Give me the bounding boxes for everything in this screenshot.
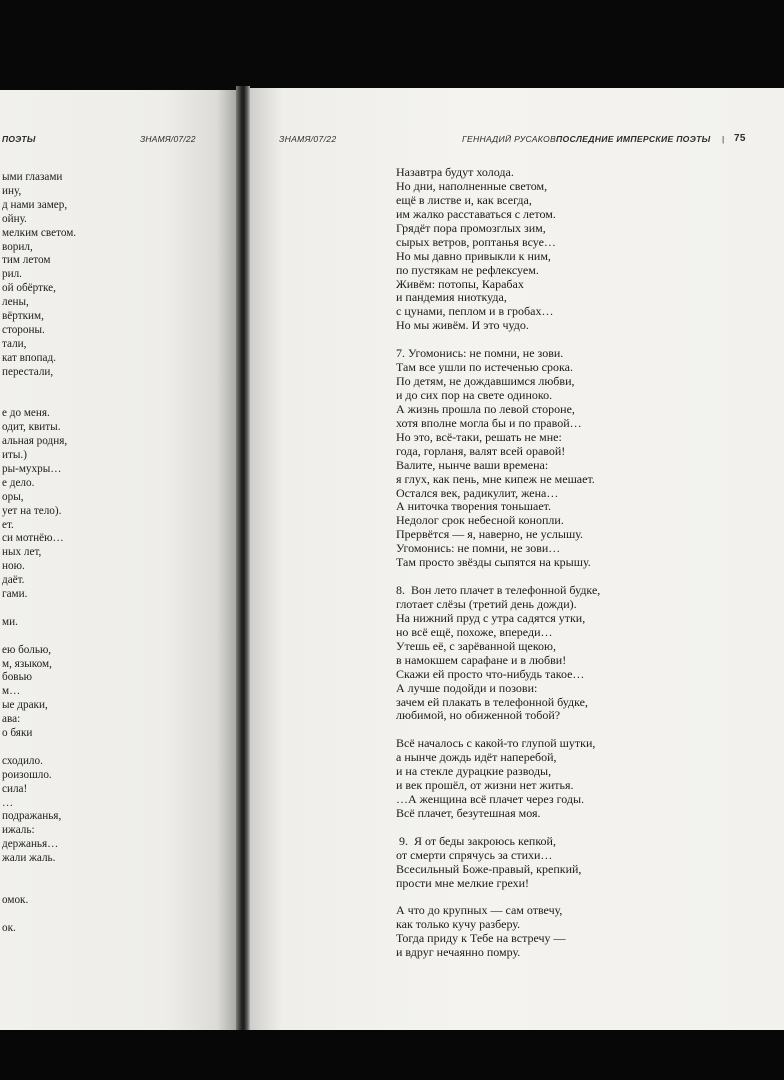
- left-page-line-text: оры,: [2, 490, 24, 503]
- poem-line: Недолог срок небесной конопли.: [396, 513, 564, 528]
- left-page-line: [2, 601, 236, 615]
- left-page-line-text: …: [2, 796, 14, 809]
- poem-line: Всё плачет, безутешная моя.: [396, 805, 541, 820]
- left-page-line-text: ой обёртке,: [2, 282, 56, 295]
- left-page-line: [2, 281, 236, 295]
- left-page-line-text: ава:: [2, 713, 21, 726]
- scan-background-top: [0, 0, 784, 92]
- poem-line: прости мне мелкие грехи!: [396, 875, 530, 890]
- left-page-line-text: перестали,: [2, 365, 54, 378]
- left-page: [0, 90, 236, 1032]
- poem-line: зачем ей плакать в телефонной будке,: [396, 694, 588, 709]
- journal-label: ЗНАМЯ/07/22: [279, 134, 337, 144]
- poem-line: Назавтра будут холода.: [396, 165, 514, 179]
- left-page-line-text: лены,: [2, 296, 29, 309]
- poem-line: в намокшем сарафане и в любви!: [396, 652, 567, 667]
- left-page-line: [2, 629, 236, 643]
- left-page-line-text: ыми глазами: [2, 171, 63, 183]
- poem-line: Но это, всё-таки, решать не мне:: [396, 429, 562, 444]
- left-page-line-text: д нами замер,: [2, 198, 68, 211]
- left-page-line: [2, 615, 236, 629]
- left-page-line: [2, 170, 236, 184]
- poem-line: Грядёт пора промозглых зим,: [396, 220, 546, 235]
- poem-line: 7. Угомонись: не помни, не зови.: [396, 346, 564, 361]
- left-page-line: [2, 504, 236, 518]
- left-page-line: [2, 226, 236, 240]
- left-page-line-text: стороны.: [2, 323, 45, 336]
- left-page-line-text: тали,: [2, 337, 27, 350]
- poem-line: Скажи ей просто что-нибудь такое…: [396, 666, 585, 681]
- left-page-line-text: сходило.: [2, 754, 43, 767]
- poem-line: хотя вполне могла бы и по правой…: [396, 415, 582, 430]
- left-page-line-text: альная родня,: [2, 435, 68, 448]
- left-page-line: [2, 337, 236, 351]
- poem-line: и пандемия ниоткуда,: [396, 290, 507, 305]
- left-page-line: [2, 351, 236, 365]
- poem-line: Утешь её, с зарёванной щекою,: [396, 638, 557, 653]
- left-page-line: [2, 851, 236, 865]
- right-page: [250, 88, 784, 1032]
- poem-line: а нынче дождь идёт наперебой,: [396, 750, 557, 765]
- left-page-line-text: омок.: [2, 893, 29, 906]
- poem-stanza: [396, 584, 776, 723]
- poem-stanza: [396, 904, 776, 960]
- poem-line: На нижний пруд с утра садятся утки,: [396, 610, 586, 625]
- left-page-line: [2, 448, 236, 462]
- left-page-line-text: ет.: [2, 518, 14, 531]
- left-page-line-text: ры-мухры…: [2, 462, 62, 475]
- poem-line: с цунами, пеплом и в гробах…: [396, 304, 554, 319]
- left-page-line-text: си мотнёю…: [2, 532, 64, 545]
- left-page-line: [2, 643, 236, 657]
- left-page-line-text: кат впопад.: [2, 351, 56, 364]
- poem-line: Живём: потопы, Карабах: [396, 276, 524, 291]
- poem-line: ещё в листве и, как всегда,: [396, 192, 532, 207]
- left-page-line-text: ует на тело).: [2, 504, 62, 517]
- left-page-line: [2, 823, 236, 837]
- left-page-line-text: ею болью,: [2, 643, 52, 656]
- left-page-line: [2, 740, 236, 754]
- left-page-line-text: ые драки,: [2, 699, 48, 712]
- left-page-line: [2, 476, 236, 490]
- author-name: ГЕННАДИЙ РУСАКОВ: [462, 134, 557, 144]
- left-page-line: [2, 267, 236, 281]
- poem-line: и на стекле дурацкие разводы,: [396, 764, 552, 779]
- left-page-line-text: о бяки: [2, 727, 33, 739]
- left-page-line-text: ойну.: [2, 212, 27, 225]
- left-page-line-text: одит, квиты.: [2, 421, 61, 434]
- poem-line: 8. Вон лето плачет в телефонной будке,: [396, 583, 601, 598]
- poem-line: 9. Я от беды закроюсь кепкой,: [396, 833, 556, 848]
- left-page-line: [2, 420, 236, 434]
- poem-line: А ниточка творения тоньшает.: [396, 499, 552, 514]
- page-number: 75: [734, 133, 746, 144]
- left-page-line: [2, 893, 236, 907]
- poem-line: А что до крупных — сам отвечу,: [396, 903, 563, 918]
- poem-line: им жалко расставаться с летом.: [396, 206, 556, 221]
- left-page-line-text: вёртким,: [2, 310, 44, 322]
- poem-line: Но мы живём. И это чудо.: [396, 318, 529, 333]
- poem-line: По детям, не дождавшимся любви,: [396, 374, 575, 389]
- left-page-line-text: держанья…: [2, 838, 59, 851]
- left-page-line: [2, 559, 236, 573]
- poem-line: Всё началось с какой-то глупой шутки,: [396, 736, 596, 751]
- poem-line: сырых ветров, роптанья всуе…: [396, 234, 556, 249]
- left-page-line: [2, 379, 236, 393]
- left-page-line-text: м…: [2, 685, 21, 698]
- left-page-line: [2, 309, 236, 323]
- left-page-line: [2, 212, 236, 226]
- left-page-line: [2, 184, 236, 198]
- left-page-line-text: мелким светом.: [2, 226, 77, 239]
- left-page-line-text: даёт.: [2, 574, 25, 587]
- left-page-line-text: е дело.: [2, 476, 35, 489]
- poem-line: года, горланя, валят всей оравой!: [396, 443, 566, 458]
- left-page-line: [2, 240, 236, 254]
- left-page-line-text: ных лет,: [2, 546, 42, 559]
- left-page-line: [2, 809, 236, 823]
- left-page-line: [2, 323, 236, 337]
- poem-line: Там все ушли по истеченью срока.: [396, 360, 573, 375]
- left-page-line: [2, 545, 236, 559]
- poem-line: но всё ещё, похоже, впереди…: [396, 624, 553, 639]
- section-title: ПОСЛЕДНИЕ ИМПЕРСКИЕ ПОЭТЫ: [556, 134, 711, 144]
- left-page-line: [2, 768, 236, 782]
- left-page-line-text: ворил,: [2, 240, 33, 253]
- poem-line: я глух, как пень, мне кипеж не мешает.: [396, 471, 595, 486]
- poem-line: А жизнь прошла по левой стороне,: [396, 401, 575, 416]
- poem-stanza: [396, 737, 776, 821]
- left-page-line: [2, 782, 236, 796]
- left-page-line-text: бовью: [2, 671, 33, 684]
- poem-line: от смерти спрячусь за стихи…: [396, 847, 553, 862]
- left-page-line: [2, 531, 236, 545]
- left-page-line-text: е до меня.: [2, 407, 50, 420]
- poem-line: Там просто звёзды сыпятся на крышу.: [396, 555, 591, 570]
- left-page-line: [2, 392, 236, 406]
- left-page-line: [2, 657, 236, 671]
- left-page-line-text: иты.): [2, 449, 27, 461]
- left-running-title: ПОЭТЫ: [2, 134, 36, 144]
- left-page-line: [2, 198, 236, 212]
- poem-line: Тогда приду к Тебе на встречу —: [396, 931, 566, 946]
- left-page-line-text: роизошло.: [2, 768, 52, 781]
- poem-line: Валите, нынче ваши времена:: [396, 457, 549, 472]
- poem-line: и век прошёл, от жизни нет житья.: [396, 778, 574, 793]
- left-page-line: [2, 907, 236, 921]
- left-page-line: [2, 434, 236, 448]
- left-page-line: [2, 670, 236, 684]
- left-page-line: [2, 879, 236, 893]
- left-page-line-text: тим летом: [2, 254, 51, 267]
- book-spine-gutter: [236, 86, 250, 1032]
- header-separator: |: [722, 134, 725, 144]
- poem-stanza: [396, 347, 776, 570]
- left-page-line: [2, 712, 236, 726]
- left-page-line: [2, 406, 236, 420]
- left-page-line-text: ок.: [2, 921, 16, 934]
- poem-line: и вдруг нечаянно помру.: [396, 945, 521, 960]
- poem-line: Остался век, радикулит, жена…: [396, 485, 559, 500]
- left-page-line: [2, 726, 236, 740]
- left-page-line: [2, 865, 236, 879]
- left-journal-label: ЗНАМЯ/07/22: [140, 134, 196, 144]
- scan-background-bottom: [0, 1030, 784, 1080]
- left-page-line: [2, 365, 236, 379]
- poem-line: как только кучу разберу.: [396, 917, 521, 932]
- poem-line: Угомонись: не помни, не зови…: [396, 541, 561, 556]
- left-page-line-text: рил.: [2, 268, 22, 281]
- poem-line: А лучше подойди и позови:: [396, 680, 538, 695]
- left-page-line-text: ижаль:: [2, 824, 35, 837]
- poem-line: и до сих пор на свете одиноко.: [396, 387, 553, 402]
- poem-stanza: [396, 166, 776, 333]
- poem-stanza: [396, 835, 776, 891]
- left-page-line: [2, 796, 236, 810]
- left-page-line-text: м, языком,: [2, 657, 52, 670]
- poem-line: …А женщина всё плачет через годы.: [396, 792, 585, 807]
- poem-line: по пустякам не рефлексуем.: [396, 262, 539, 277]
- left-page-line: [2, 518, 236, 532]
- poem-line: любимой, но обиженной тобой?: [396, 708, 561, 723]
- poem-line: Но дни, наполненные светом,: [396, 178, 548, 193]
- left-page-line: [2, 837, 236, 851]
- left-page-line-text: ми.: [2, 615, 18, 628]
- left-page-line: [2, 684, 236, 698]
- left-page-line: [2, 573, 236, 587]
- poem-line: Всесильный Боже-правый, крепкий,: [396, 861, 582, 876]
- left-page-line: [2, 587, 236, 601]
- left-page-line: [2, 490, 236, 504]
- left-page-line: [2, 295, 236, 309]
- poem-line: Но мы давно привыкли к ним,: [396, 248, 551, 263]
- left-page-line: [2, 754, 236, 768]
- left-page-line: [2, 253, 236, 267]
- left-page-line-text: подражанья,: [2, 810, 62, 823]
- left-page-line-text: сила!: [2, 782, 28, 795]
- left-page-line-text: жали жаль.: [2, 852, 56, 865]
- left-page-line-text: ину,: [2, 184, 22, 197]
- left-page-line-text: ною.: [2, 560, 25, 573]
- left-page-line: [2, 698, 236, 712]
- poem-line: Прервётся — я, наверно, не услышу.: [396, 527, 583, 542]
- left-page-line: [2, 921, 236, 935]
- poem-line: глотает слёзы (третий день дожди).: [396, 596, 577, 611]
- left-page-line: [2, 462, 236, 476]
- left-page-line-text: гами.: [2, 588, 28, 600]
- poem-text: [396, 166, 776, 974]
